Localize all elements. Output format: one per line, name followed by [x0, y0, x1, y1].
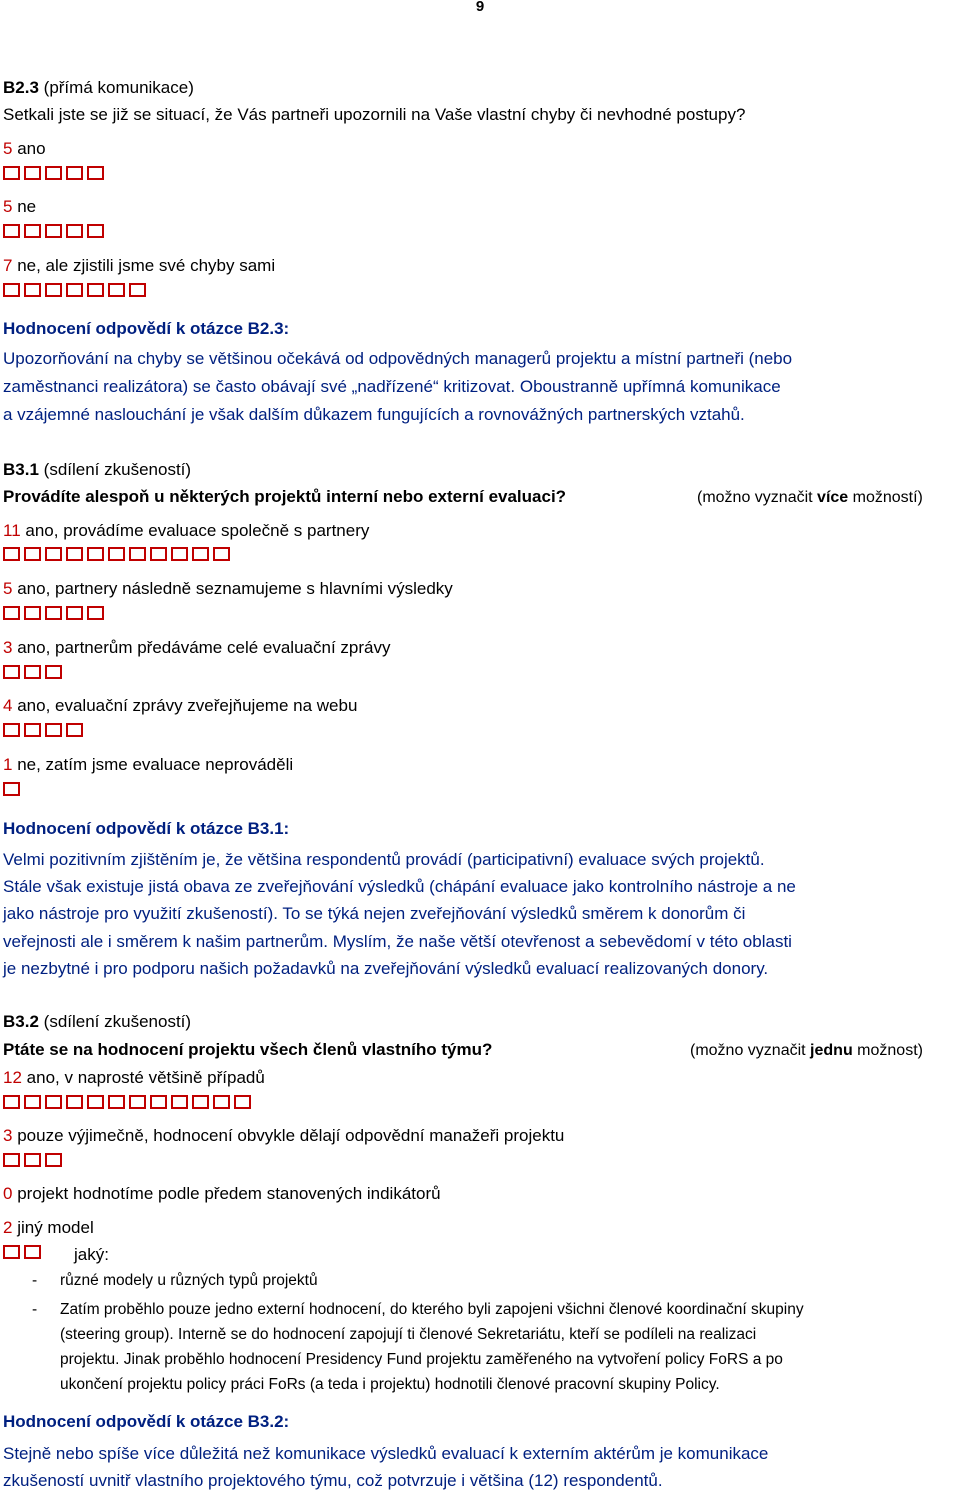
b23-question: Setkali jste se již se situací, že Vás partneři upozornili na Vaše vlastní chyby či nevhodné postupy? [3, 105, 746, 124]
tally-box [24, 1153, 41, 1167]
tally-box [24, 224, 41, 238]
answer-count: 0 [3, 1184, 13, 1203]
tally-box [45, 723, 62, 737]
tally-box [24, 1095, 41, 1109]
answer-text: ano [17, 139, 46, 158]
answer-count: 5 [3, 139, 13, 158]
answer-tally [3, 723, 83, 739]
answer-text: projekt hodnotíme podle předem stanovených indikátorů [17, 1184, 441, 1203]
b32-code: B3.2 [3, 1012, 39, 1031]
note-text: (možno vyznačit [690, 1042, 811, 1059]
tally-box [45, 224, 62, 238]
b23-header [3, 77, 194, 99]
b31-header [3, 459, 191, 481]
answer-text: ano, partnery následně seznamujeme s hlavními výsledky [17, 579, 453, 598]
answer-tally [3, 782, 20, 798]
note-bold: jednu [810, 1042, 853, 1059]
b31-answer-1 [3, 520, 369, 542]
tally-box [3, 1245, 20, 1259]
answer-count: 2 [3, 1218, 13, 1237]
tally-box [171, 1095, 188, 1109]
which-label: jaký: [74, 1245, 109, 1264]
page-number: 9 [475, 0, 485, 15]
note-text: možností) [848, 489, 923, 506]
answer-count: 7 [3, 256, 13, 275]
tally-box [129, 283, 146, 297]
tally-box [24, 166, 41, 180]
note-text: (možno vyznačit [697, 489, 818, 506]
tally-box [87, 166, 104, 180]
answer-tally [3, 224, 104, 240]
tally-box [45, 1095, 62, 1109]
b32-eval-heading: Hodnocení odpovědí k otázce B3.2: [3, 1412, 290, 1431]
tally-box [213, 1095, 230, 1109]
tally-box [3, 547, 20, 561]
answer-tally [3, 1153, 62, 1169]
b23-eval-line: a vzájemné naslouchání je však dalším důkazem fungujících a rovnovážných partnerských vztahů. [3, 405, 745, 424]
b31-eval-heading: Hodnocení odpovědí k otázce B3.1: [3, 819, 290, 838]
answer-text: ano, v naprosté většině případů [26, 1068, 265, 1087]
b31-eval-line: jako nástroje pro využití zkušeností). To se týká nejen zveřejňování výsledků směrem k donorům či [3, 904, 746, 923]
b23-code: B2.3 [3, 78, 39, 97]
answer-text: ne [17, 197, 37, 216]
answer-text: pouze výjimečně, hodnocení obvykle dělají odpovědní manažeři projektu [17, 1126, 565, 1145]
tally-box [87, 606, 104, 620]
answer-text: ne, zatím jsme evaluace neprováděli [17, 755, 294, 774]
answer-count: 3 [3, 638, 13, 657]
b23-eval-heading: Hodnocení odpovědí k otázce B2.3: [3, 319, 290, 338]
b32-header [3, 1011, 191, 1033]
b31-code: B3.1 [3, 460, 39, 479]
answer-count: 11 [3, 521, 21, 540]
answer-tally [3, 547, 230, 563]
b32-question: Ptáte se na hodnocení projektu všech členů vlastního týmu? [3, 1040, 493, 1059]
tally-box [150, 547, 167, 561]
answer-tally [3, 606, 104, 622]
tally-box [45, 166, 62, 180]
b23-answer-2 [3, 196, 36, 218]
b31-eval-line: Velmi pozitivním zjištěním je, že většina respondentů provádí (participativní) evaluace svých projektů. [3, 850, 765, 869]
tally-box [66, 166, 83, 180]
b32-answer-1 [3, 1067, 265, 1089]
tally-box [129, 1095, 146, 1109]
answer-count: 1 [3, 755, 13, 774]
tally-box [108, 1095, 125, 1109]
tally-box [234, 1095, 251, 1109]
tally-box [3, 166, 20, 180]
note-text: možnost) [852, 1042, 923, 1059]
tally-box [66, 606, 83, 620]
b23-tag: (přímá komunikace) [43, 78, 194, 97]
b32-eval-line: Stejně nebo spíše více důležitá než komunikace výsledků evaluací k externím aktérům je komunikace [3, 1444, 769, 1463]
tally-box [87, 224, 104, 238]
tally-box [150, 1095, 167, 1109]
b31-tag: (sdílení zkušeností) [43, 460, 192, 479]
answer-tally [3, 166, 104, 182]
tally-box [45, 547, 62, 561]
list-bullet: - [32, 1272, 38, 1289]
tally-box [66, 224, 83, 238]
tally-box [3, 1095, 20, 1109]
answer-count: 5 [3, 579, 13, 598]
answer-tally [3, 283, 146, 299]
tally-box [45, 665, 62, 679]
other-item-line: Zatím proběhlo pouze jedno externí hodnocení, do kterého byli zapojeni všichni členové koordinační skupiny [60, 1301, 804, 1318]
tally-box [24, 665, 41, 679]
list-bullet: - [32, 1301, 38, 1318]
tally-box [66, 723, 83, 737]
tally-box [66, 1095, 83, 1109]
tally-box [192, 1095, 209, 1109]
tally-box [87, 547, 104, 561]
tally-box [3, 224, 20, 238]
b31-question: Provádíte alespoň u některých projektů interní nebo externí evaluaci? [3, 487, 567, 506]
note-bold: více [817, 489, 849, 506]
tally-box [24, 547, 41, 561]
answer-count: 4 [3, 696, 13, 715]
other-item: různé modely u různých typů projektů [60, 1272, 318, 1289]
b32-tag: (sdílení zkušeností) [43, 1012, 192, 1031]
tally-box [108, 547, 125, 561]
b31-answer-5 [3, 754, 293, 776]
answer-text: ano, provádíme evaluace společně s partnery [25, 521, 370, 540]
tally-box [24, 606, 41, 620]
b32-answer-2 [3, 1125, 564, 1147]
tally-box [129, 547, 146, 561]
tally-box [192, 547, 209, 561]
tally-box [3, 665, 20, 679]
tally-box [66, 547, 83, 561]
other-item-line: ukončení projektu policy práci FoRs (a teda i projektu) hodnotili členové pracovní skupiny Policy. [60, 1376, 720, 1393]
answer-text: ano, evaluační zprávy zveřejňujeme na webu [17, 696, 358, 715]
tally-box [87, 1095, 104, 1109]
answer-count: 12 [3, 1068, 22, 1087]
b32-answer-3 [3, 1183, 441, 1205]
other-item-line: (steering group). Interně se do hodnocení zapojují ti členové Sekretariátu, kteří se podíleli na realizaci [60, 1326, 757, 1343]
b23-answer-1 [3, 138, 46, 160]
b31-eval-line: veřejnosti ale i směrem k našim partnerům. Myslím, že naše větší otevřenost a sebevědomí v této oblasti [3, 932, 792, 951]
answer-tally [3, 1095, 251, 1111]
tally-box [24, 723, 41, 737]
tally-box [108, 283, 125, 297]
answer-count: 3 [3, 1126, 13, 1145]
answer-tally [3, 665, 62, 681]
b23-answer-3 [3, 255, 275, 277]
b31-answer-4 [3, 695, 357, 717]
tally-box [3, 782, 20, 796]
tally-box [213, 547, 230, 561]
tally-box [45, 283, 62, 297]
tally-box [45, 606, 62, 620]
b32-eval-line: zkušeností uvnitř vlastního projektového týmu, což potvrzuje i většina (12) respondentů. [3, 1471, 663, 1490]
tally-box [87, 283, 104, 297]
b31-eval-line: je nezbytné i pro podporu našich požadavků na zveřejňování výsledků evaluací realizovaných donory. [3, 959, 769, 978]
tally-box [3, 723, 20, 737]
b31-answer-3 [3, 637, 390, 659]
b23-eval-line: zaměstnanci realizátora) se často obávají své „nadřízené“ kritizovat. Oboustranně upřímná komunikace [3, 377, 781, 396]
b31-eval-line: Stále však existuje jistá obava ze zveřejňování výsledků (chápání evaluace jako kontrolního nástroje a ne [3, 877, 796, 896]
answer-tally [3, 1245, 41, 1261]
answer-count: 5 [3, 197, 13, 216]
other-item-line: projektu. Jinak proběhlo hodnocení Presidency Fund projektu zaměřeného na vytvoření policy FoRS a po [60, 1351, 783, 1368]
answer-text: ne, ale zjistili jsme své chyby sami [17, 256, 276, 275]
tally-box [66, 283, 83, 297]
b23-eval-line: Upozorňování na chyby se většinou očekává od odpovědných managerů projektu a místní partneři (nebo [3, 349, 793, 368]
answer-text: jiný model [17, 1218, 94, 1237]
b32-answer-4 [3, 1217, 94, 1239]
tally-box [3, 1153, 20, 1167]
tally-box [171, 547, 188, 561]
b31-note [697, 487, 923, 509]
answer-text: ano, partnerům předáváme celé evaluační zprávy [17, 638, 391, 657]
tally-box [45, 1153, 62, 1167]
b31-answer-2 [3, 578, 453, 600]
tally-box [24, 1245, 41, 1259]
b32-note [690, 1040, 923, 1062]
tally-box [3, 606, 20, 620]
tally-box [3, 283, 20, 297]
tally-box [24, 283, 41, 297]
